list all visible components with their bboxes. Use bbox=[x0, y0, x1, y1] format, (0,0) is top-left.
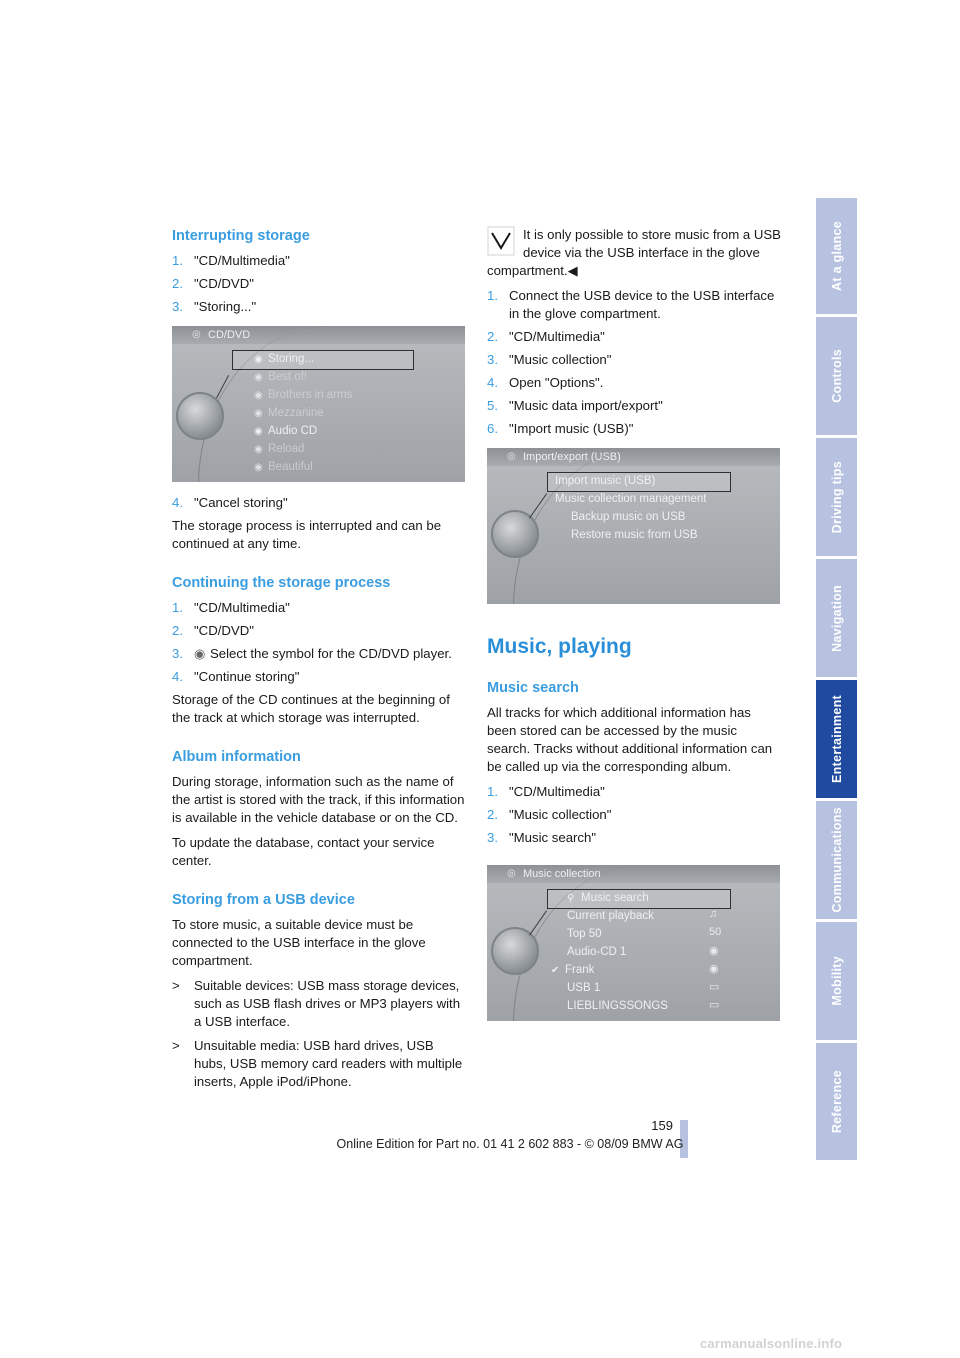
screenshot-cd-dvd-menu bbox=[172, 326, 465, 482]
menu-item: ◉ Storing... bbox=[254, 351, 314, 368]
disc-icon: ◉ bbox=[254, 444, 263, 455]
note-box: It is only possible to store music from a USB device via the USB interface in the glove compartment.◀ bbox=[487, 227, 781, 278]
checkmark-icon: ✔ bbox=[551, 965, 560, 976]
menu-item: Current playback bbox=[567, 910, 654, 922]
tab-controls[interactable]: Controls bbox=[816, 317, 857, 435]
list-item: > Suitable devices: USB mass storage devices, such as USB flash drives or MP3 players with a USB interface. bbox=[172, 978, 461, 1029]
list-item: 1. "CD/Multimedia" bbox=[487, 784, 605, 799]
paragraph: During storage, information such as the name of the artist is stored with the track, if this information is available in the vehicle database or on the CD. bbox=[172, 774, 465, 825]
paragraph: The storage process is interrupted and can be continued at any time. bbox=[172, 518, 442, 551]
menu-item: Backup music on USB bbox=[571, 511, 686, 523]
search-icon: ⚲ bbox=[567, 893, 575, 904]
list-item: 2. "CD/DVD" bbox=[172, 623, 254, 638]
menu-item: ◉ Reload bbox=[254, 441, 304, 458]
list-item: 4. "Continue storing" bbox=[172, 669, 300, 684]
menu-item: Audio-CD 1 bbox=[567, 946, 627, 958]
list-item: 4. Open "Options". bbox=[487, 375, 604, 390]
list-item: 3. "Music search" bbox=[487, 830, 597, 845]
disc-icon: ◉ bbox=[709, 945, 719, 957]
screenshot-music-collection bbox=[487, 865, 780, 1021]
end-mark-icon: ◀ bbox=[567, 263, 578, 278]
left-column bbox=[172, 226, 468, 1097]
screen-header: Music collection bbox=[487, 865, 780, 883]
menu-item: LIEBLINGSSONGS bbox=[567, 1000, 668, 1012]
disc-icon: ◉ bbox=[254, 354, 263, 365]
list-item: 3. ◉ Select the symbol for the CD/DVD player. bbox=[172, 646, 452, 661]
menu-item: ✔ Frank bbox=[551, 962, 594, 979]
list-item: 5. "Music data import/export" bbox=[487, 398, 663, 413]
disc-icon: ◉ bbox=[254, 426, 263, 437]
list-item: 2. "Music collection" bbox=[487, 807, 612, 822]
screen-header: Import/export (USB) bbox=[487, 448, 780, 466]
chapter-tabs bbox=[816, 198, 857, 1160]
folder-icon: ▭ bbox=[709, 981, 720, 993]
folder-icon: ▭ bbox=[709, 999, 720, 1011]
watermark: carmanualsonline.info bbox=[700, 1336, 843, 1351]
menu-item: ◉ Mezzanine bbox=[254, 405, 324, 422]
heading-storing-usb: Storing from a USB device bbox=[172, 892, 355, 908]
controller-knob-icon bbox=[176, 392, 224, 440]
menu-item: ◉ Brothers in arms bbox=[254, 387, 352, 404]
menu-item: USB 1 bbox=[567, 982, 601, 994]
heading-music-search: Music search bbox=[487, 680, 579, 696]
menu-icon: ◎ bbox=[507, 868, 516, 879]
disc-icon: ◉ bbox=[254, 408, 263, 419]
list-item: > Unsuitable media: USB hard drives, USB hubs, USB memory card readers with multiple inserts, Apple iPod/iPhone. bbox=[172, 1038, 463, 1089]
heading-interrupting-storage: Interrupting storage bbox=[172, 228, 310, 244]
list-item: 1. "CD/Multimedia" bbox=[172, 600, 290, 615]
controller-knob-icon bbox=[491, 510, 539, 558]
paragraph: To store music, a suitable device must be connected to the USB interface in the glove compartment. bbox=[172, 917, 426, 968]
disc-icon: ◉ bbox=[709, 963, 719, 975]
paragraph: To update the database, contact your service center. bbox=[172, 835, 435, 868]
paragraph: Storage of the CD continues at the beginning of the track at which storage was interrupted. bbox=[172, 692, 450, 725]
playback-icon: ♫ bbox=[709, 908, 718, 920]
list-item: 3. "Music collection" bbox=[487, 352, 612, 367]
list-item: 3. "Storing..." bbox=[172, 299, 257, 314]
list-item: 6. "Import music (USB)" bbox=[487, 421, 634, 436]
menu-item: ⚲ Music search bbox=[567, 890, 649, 907]
menu-item: Music collection management bbox=[555, 493, 707, 505]
menu-item: Import music (USB) bbox=[555, 475, 656, 487]
disc-icon: ◉ bbox=[254, 372, 263, 383]
list-item: 2. "CD/Multimedia" bbox=[487, 329, 605, 344]
heading-album-information: Album information bbox=[172, 749, 301, 765]
menu-item: ◉ Audio CD bbox=[254, 423, 317, 440]
screenshot-import-export-usb bbox=[487, 448, 780, 604]
tab-entertainment[interactable]: Entertainment bbox=[816, 680, 857, 798]
menu-icon: ◎ bbox=[507, 451, 516, 462]
screen-header: CD/DVD bbox=[172, 326, 465, 344]
list-item: 4. "Cancel storing" bbox=[172, 495, 288, 510]
note-icon bbox=[487, 226, 517, 256]
footer-text: Online Edition for Part no. 01 41 2 602 883 - © 08/09 BMW AG bbox=[336, 1137, 684, 1151]
controller-knob-icon bbox=[491, 927, 539, 975]
tab-reference[interactable]: Reference bbox=[816, 1043, 857, 1160]
tab-navigation[interactable]: Navigation bbox=[816, 559, 857, 677]
heading-continuing-storage: Continuing the storage process bbox=[172, 575, 391, 591]
menu-item: ◉ Best of! bbox=[254, 369, 307, 386]
list-item: 1. Connect the USB device to the USB interface in the glove compartment. bbox=[487, 288, 775, 321]
list-item: 2. "CD/DVD" bbox=[172, 276, 254, 291]
disc-icon: ◉ bbox=[254, 462, 263, 473]
tab-communications[interactable]: Communications bbox=[816, 801, 857, 919]
tab-at-a-glance[interactable]: At a glance bbox=[816, 198, 857, 314]
menu-item: ◉ Beautiful bbox=[254, 459, 313, 476]
list-item: 1. "CD/Multimedia" bbox=[172, 253, 290, 268]
menu-item: Restore music from USB bbox=[571, 529, 698, 541]
page-number: 159 bbox=[651, 1118, 673, 1133]
disc-icon: ◉ bbox=[254, 390, 263, 401]
cd-dvd-player-icon: ◉ bbox=[194, 646, 206, 661]
menu-item: Top 50 bbox=[567, 928, 602, 940]
paragraph: All tracks for which additional information has been stored can be accessed by the music search. Tracks without additional information can be called up via the corresponding album. bbox=[487, 705, 773, 774]
right-column bbox=[487, 226, 783, 1033]
heading-music-playing: Music, playing bbox=[487, 635, 632, 658]
menu-icon: ◎ bbox=[192, 329, 201, 340]
top-count: 50 bbox=[709, 926, 722, 938]
tab-mobility[interactable]: Mobility bbox=[816, 922, 857, 1040]
tab-driving-tips[interactable]: Driving tips bbox=[816, 438, 857, 556]
